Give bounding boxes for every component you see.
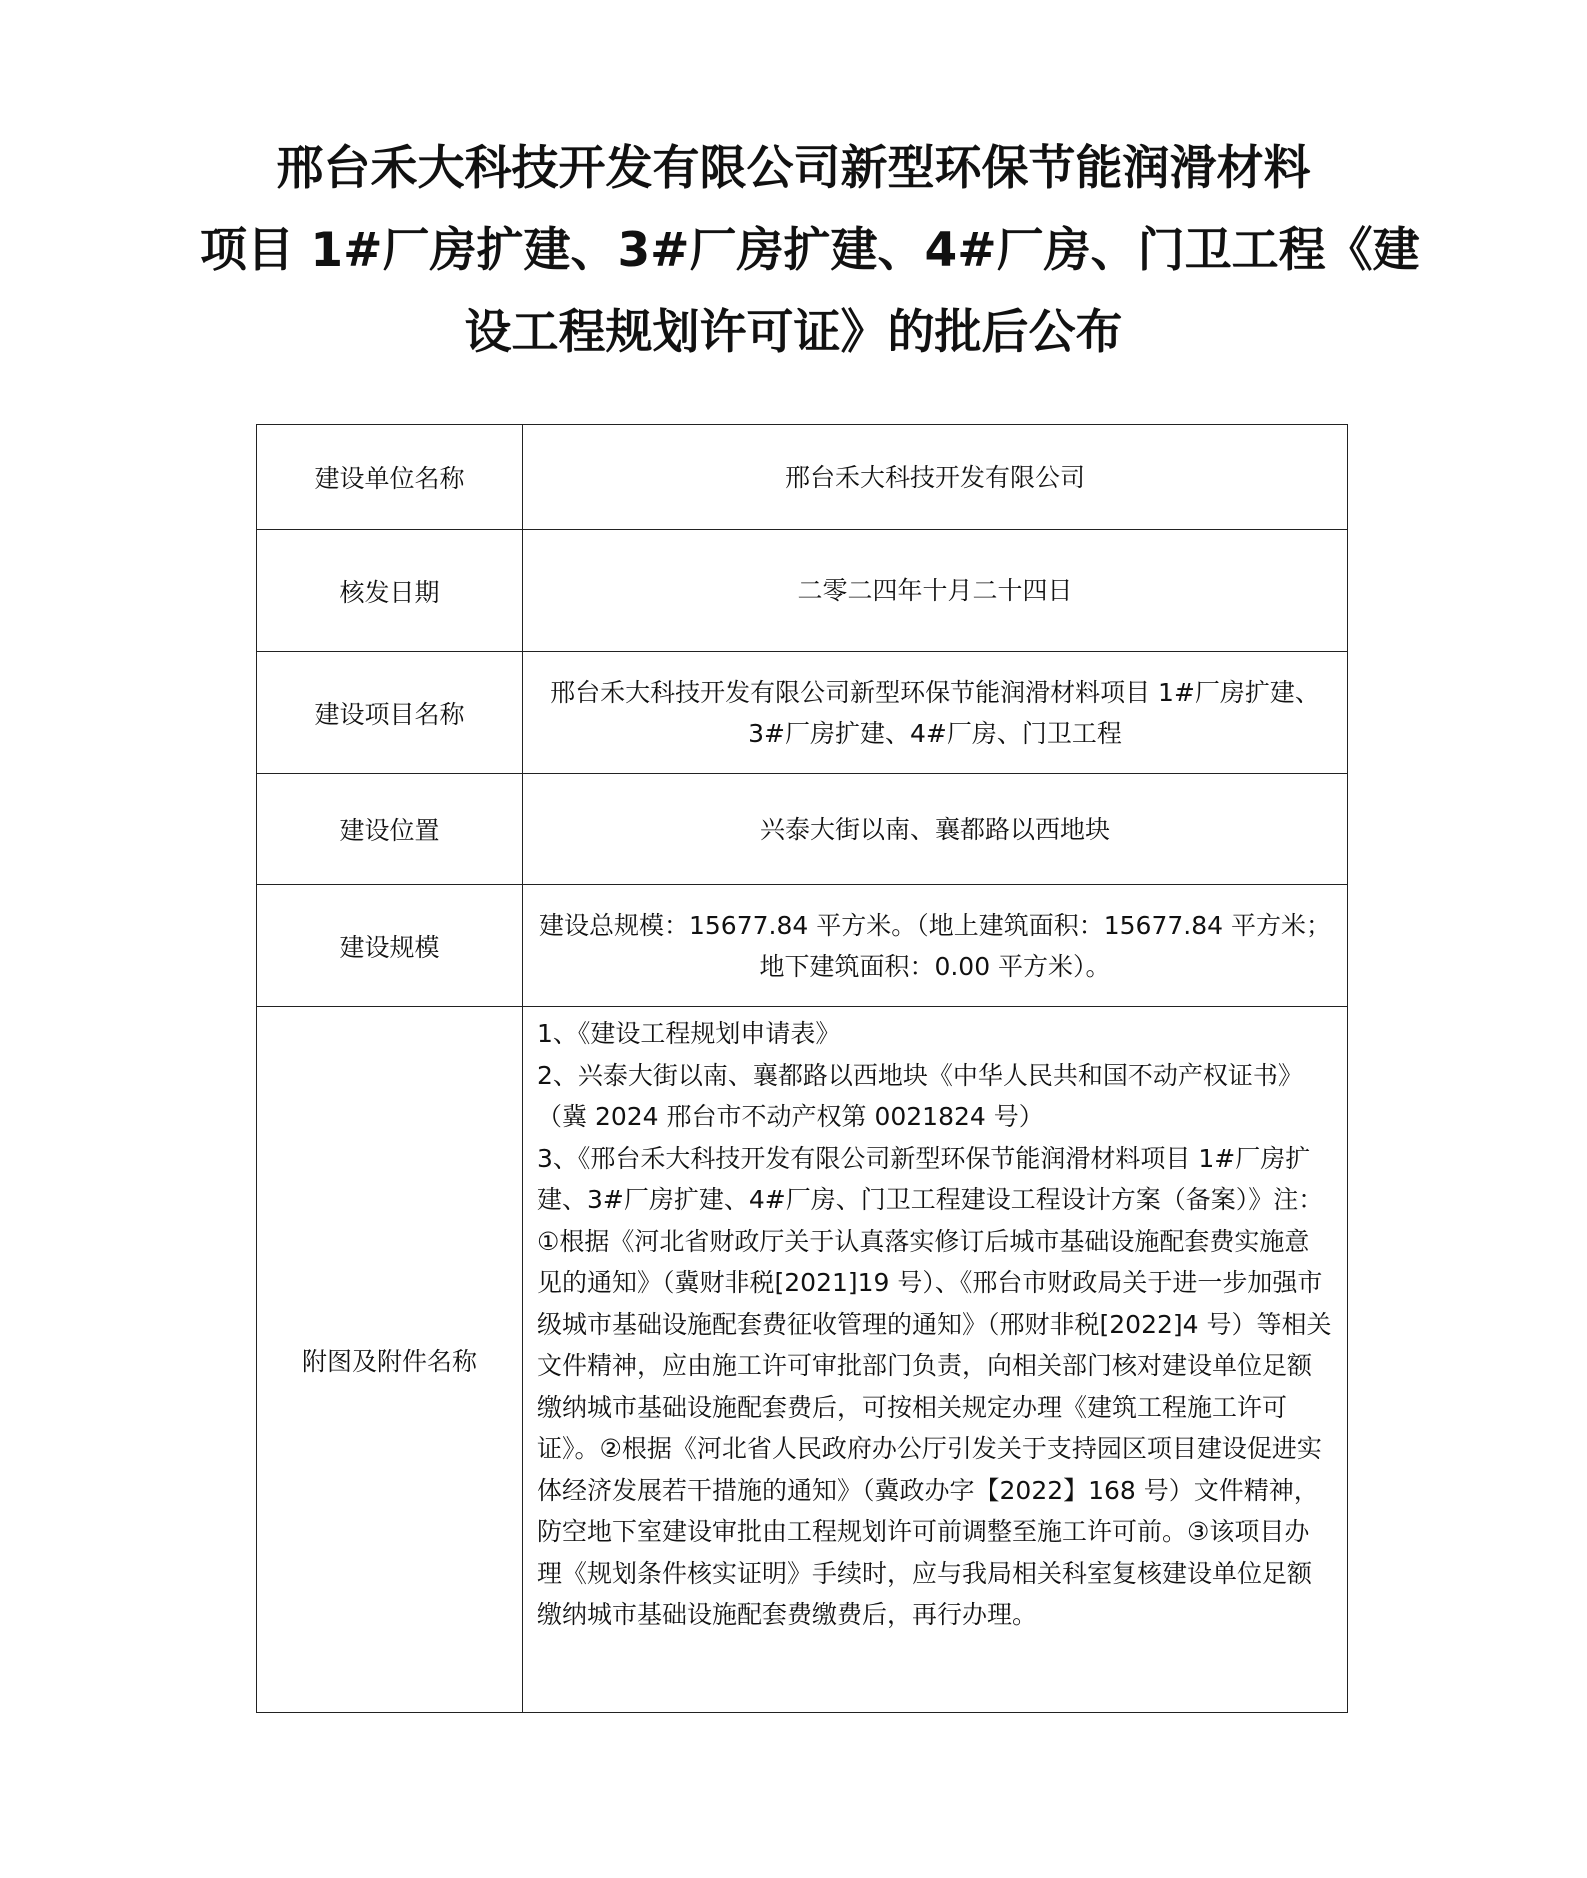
table-row (257, 885, 1348, 1007)
value-scale: 建设总规模：15677.84 平方米。（地上建筑面积：15677.84 平方米；地下建筑面积：0.00 平方米）。 (523, 885, 1348, 1007)
table-row (257, 652, 1348, 774)
table-row (257, 1007, 1348, 1713)
value-attachments (523, 1007, 1348, 1713)
label-location: 建设位置 (257, 774, 523, 885)
label-construction-unit: 建设单位名称 (257, 425, 523, 530)
table-row (257, 530, 1348, 652)
value-construction-unit: 邢台禾大科技开发有限公司 (523, 425, 1348, 530)
label-scale: 建设规模 (257, 885, 523, 1007)
title-line-3: 设工程规划许可证》的批后公布 (464, 305, 1123, 360)
attachment-item-1: 1、《建设工程规划申请表》 (537, 1019, 841, 1048)
attachment-item-3: 3、《邢台禾大科技开发有限公司新型环保节能润滑材料项目 1#厂房扩建、3#厂房扩建、4#厂房、门卫工程建设工程设计方案（备案）》注：①根据《河北省财政厅关于认真落实修订后城市基础设施配套费实施意见的通知》（冀财非税[2021]19 号）、《邢台市财政局关于进一步加强市级城市基础设施配套费征收管理的通知》（邢财非税[2022]4 号）等相关文件精神，应由施工许可审批部门负责，向相关部门核对建设单位足额缴纳城市基础设施配套费后，可按相关规定办理《建筑工程施工许可证》。②根据《河北省人民政府办公厅引发关于支持园区项目建设促进实体经济发展若干措施的通知》（冀政办字【2022】168 号）文件精神，防空地下室建设审批由工程规划许可前调整至施工许可前。③该项目办理《规划条件核实证明》手续时，应与我局相关科室复核建设单位足额缴纳城市基础设施配套费缴费后，再行办理。 (537, 1143, 1332, 1629)
attachment-item-2: 2、兴泰大街以南、襄都路以西地块《中华人民共和国不动产权证书》（冀 2024 邢台市不动产权第 0021824 号） (537, 1060, 1303, 1131)
value-location: 兴泰大街以南、襄都路以西地块 (523, 774, 1348, 885)
label-issue-date: 核发日期 (257, 530, 523, 652)
label-project-name: 建设项目名称 (257, 652, 523, 774)
table-row (257, 425, 1348, 530)
table-row (257, 774, 1348, 885)
title-line-2: 项目 1#厂房扩建、3#厂房扩建、4#厂房、门卫工程《建 (200, 223, 1420, 278)
title-line-1: 邢台禾大科技开发有限公司新型环保节能润滑材料 (276, 141, 1311, 196)
permit-info-table (256, 424, 1348, 1713)
label-attachments: 附图及附件名称 (257, 1007, 523, 1713)
value-project-name: 邢台禾大科技开发有限公司新型环保节能润滑材料项目 1#厂房扩建、3#厂房扩建、4#厂房、门卫工程 (523, 652, 1348, 774)
document-title (200, 128, 1420, 374)
value-issue-date: 二零二四年十月二十四日 (523, 530, 1348, 652)
